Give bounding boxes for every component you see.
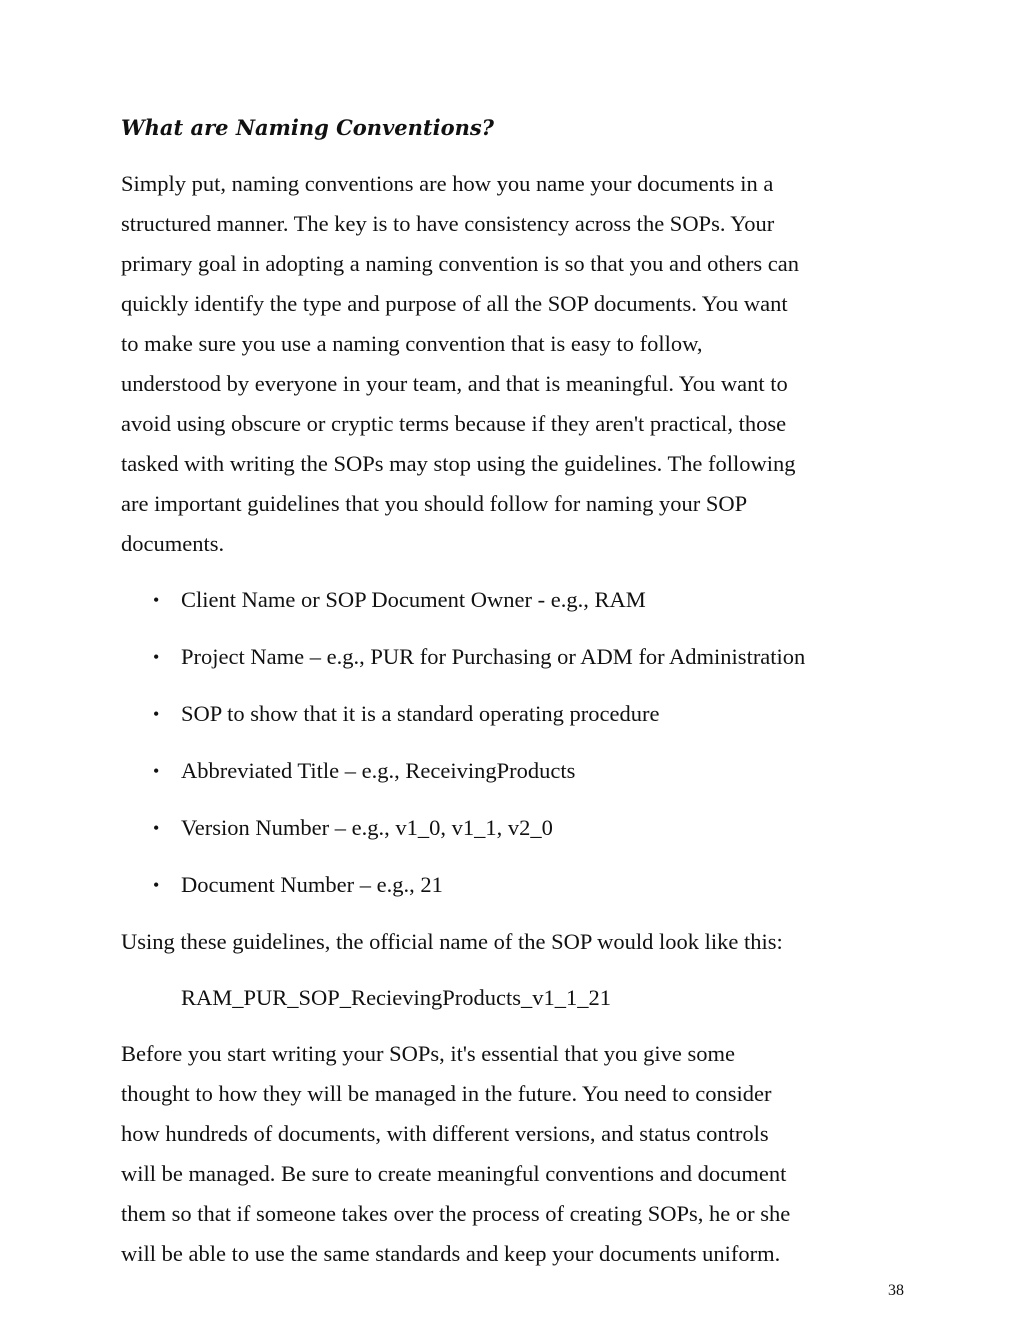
- intro-line: documents.: [121, 531, 225, 556]
- bullet-icon: •: [153, 590, 160, 610]
- list-item-text: Document Number – e.g., 21: [181, 872, 443, 897]
- list-item-text: Abbreviated Title – e.g., ReceivingProducts: [181, 758, 576, 783]
- example-document-name: RAM_PUR_SOP_RecievingProducts_v1_1_21: [181, 985, 612, 1010]
- bullet-icon: •: [153, 647, 160, 667]
- closing-line: how hundreds of documents, with different versions, and status controls: [121, 1121, 769, 1146]
- bullet-icon: •: [153, 704, 160, 724]
- intro-line: tasked with writing the SOPs may stop using the guidelines. The following: [121, 451, 796, 476]
- bullet-icon: •: [153, 761, 160, 781]
- list-item: [121, 865, 911, 905]
- closing-line: them so that if someone takes over the process of creating SOPs, he or she: [121, 1201, 791, 1226]
- closing-line: will be managed. Be sure to create meaningful conventions and document: [121, 1161, 787, 1186]
- closing-line: Before you start writing your SOPs, it's essential that you give some: [121, 1041, 735, 1066]
- list-item-text: Version Number – e.g., v1_0, v1_1, v2_0: [181, 815, 553, 840]
- intro-line: quickly identify the type and purpose of all the SOP documents. You want: [121, 291, 788, 316]
- page-number: 38: [888, 1282, 904, 1299]
- list-item-text: Client Name or SOP Document Owner - e.g., RAM: [181, 587, 646, 612]
- closing-paragraph: [121, 1034, 911, 1274]
- list-item: [121, 808, 911, 848]
- list-item: [121, 751, 911, 791]
- intro-line: Simply put, naming conventions are how you name your documents in a: [121, 171, 774, 196]
- document-page: [121, 108, 911, 1274]
- intro-line: primary goal in adopting a naming convention is so that you and others can: [121, 251, 799, 276]
- list-item-text: SOP to show that it is a standard operating procedure: [181, 701, 660, 726]
- list-item: [121, 580, 911, 620]
- intro-line: understood by everyone in your team, and that is meaningful. You want to: [121, 371, 788, 396]
- section-heading: What are Naming Conventions?: [121, 115, 494, 140]
- intro-line: are important guidelines that you should follow for naming your SOP: [121, 491, 748, 516]
- bullet-icon: •: [153, 875, 160, 895]
- list-item-text: Project Name – e.g., PUR for Purchasing or ADM for Administration: [181, 644, 806, 669]
- list-item: [121, 694, 911, 734]
- closing-line: thought to how they will be managed in the future. You need to consider: [121, 1081, 772, 1106]
- intro-line: to make sure you use a naming convention that is easy to follow,: [121, 331, 703, 356]
- naming-guidelines-list: [121, 580, 911, 905]
- intro-paragraph: [121, 164, 911, 564]
- bullet-icon: •: [153, 818, 160, 838]
- closing-line: will be able to use the same standards and keep your documents uniform.: [121, 1241, 781, 1266]
- intro-line: avoid using obscure or cryptic terms because if they aren't practical, those: [121, 411, 787, 436]
- list-item: [121, 637, 911, 677]
- intro-line: structured manner. The key is to have consistency across the SOPs. Your: [121, 211, 775, 236]
- usage-sentence: Using these guidelines, the official name of the SOP would look like this:: [121, 929, 783, 954]
